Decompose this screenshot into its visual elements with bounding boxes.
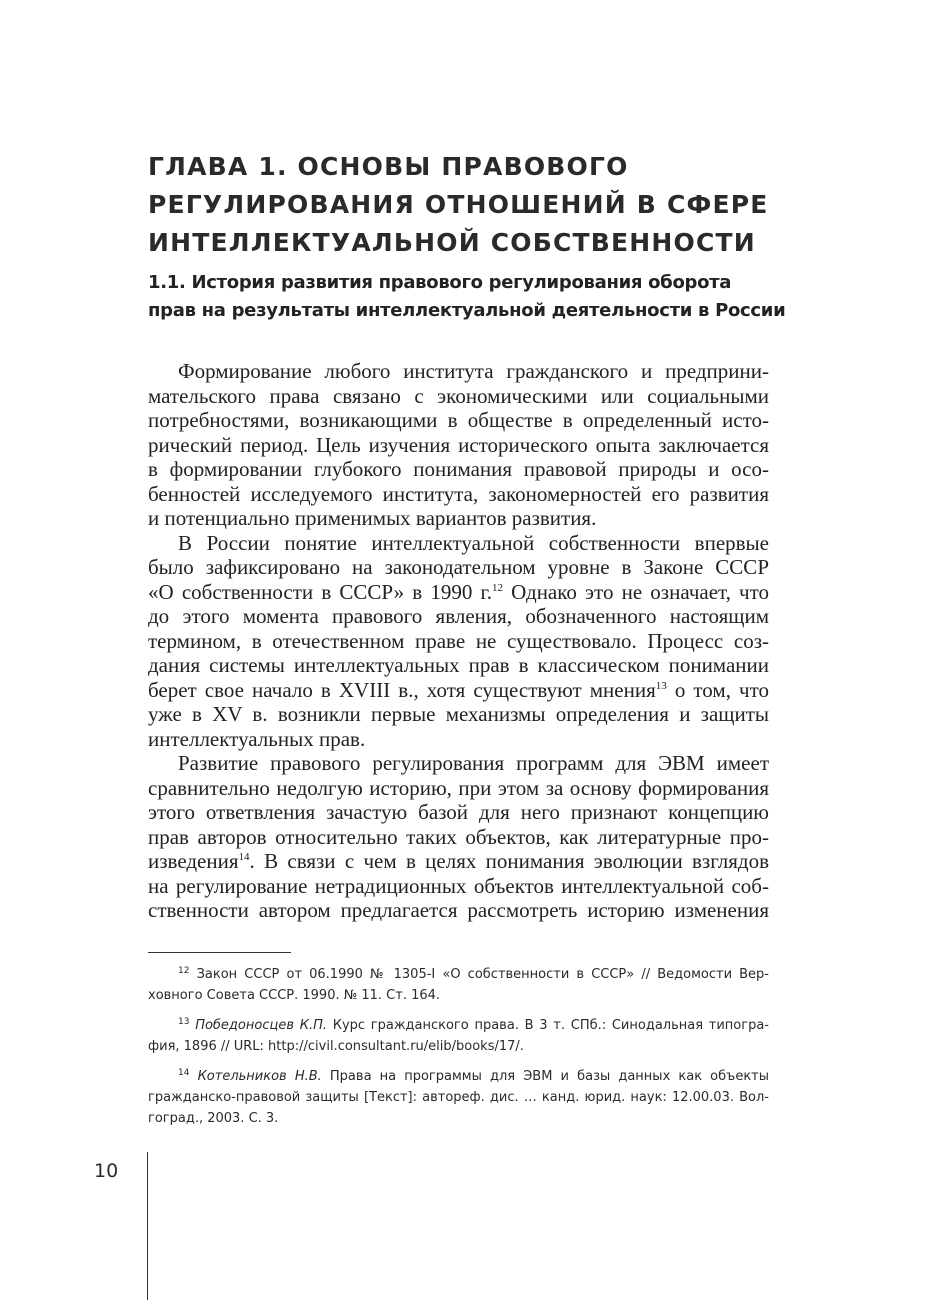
text-line: Развитие правового регулирования программ для ЭВМ имеет [178, 751, 769, 775]
text-line: В России понятие интеллектуальной собственности впервые [178, 530, 769, 555]
text-line: дания системы интеллектуальных прав в классическом понимании [148, 653, 769, 677]
text-line: на регулирование нетрадиционных объектов интеллектуальной соб- [148, 873, 769, 898]
footnote-text: Курс гражданского права. В 3 т. СПб.: Синодальная типогра- [326, 1018, 769, 1033]
margin-rule [147, 1152, 148, 1300]
chapter-title [148, 148, 788, 262]
text-line [148, 849, 769, 874]
footnote-number: 13 [178, 1017, 190, 1027]
footnote-line: гоград., 2003. С. 3. [148, 1111, 279, 1126]
text-line: ственности автором предлагается рассмотреть историю изменения [148, 898, 769, 922]
text-line: сравнительно недолгую историю, при этом за основу формирования [148, 775, 769, 800]
text-line: и потенциально применимых вариантов развития. [148, 506, 597, 530]
chapter-title-line: РЕГУЛИРОВАНИЯ ОТНОШЕНИЙ В СФЕРЕ [148, 190, 769, 219]
footnote-line [148, 1015, 769, 1036]
section-title-line: 1.1. История развития правового регулирования оборота [148, 272, 732, 293]
footnote-text: Права на программы для ЭВМ и базы данных как объекты [321, 1069, 770, 1084]
text-line: Формирование любого института гражданского и предприни- [178, 359, 769, 383]
text-line: термином, в отечественном праве не существовало. Процесс соз- [148, 628, 769, 653]
text-line [148, 678, 769, 703]
page-number: 10 [94, 1160, 119, 1182]
footnote-author: Котельников Н.В. [197, 1069, 322, 1084]
text-line [148, 580, 769, 605]
text-line: уже в XV в. возникли первые механизмы определения и защиты [148, 702, 769, 726]
text-segment: берет свое начало в XVIII в., хотя существуют мнения [148, 677, 656, 702]
footnote-number: 14 [178, 1068, 190, 1078]
text-line: этого ответвления зачастую базой для него признают концепцию [148, 800, 769, 824]
body-text [148, 359, 769, 923]
text-line: в формировании глубокого понимания правовой природы и осо- [148, 457, 769, 481]
text-line: мательского права связано с экономическими или социальными [148, 383, 769, 408]
footnotes [148, 964, 769, 1138]
text-segment: изведения [148, 849, 239, 873]
footnote-author: Победоносцев К.П. [195, 1018, 327, 1033]
footnote-line [148, 1066, 769, 1087]
footnote-divider [148, 952, 291, 953]
footnote-text: Закон СССР от 06.1990 № 1305-I «О собственности в СССР» // Ведомости Вер- [189, 967, 769, 982]
footnote-ref-13[interactable]: 13 [655, 679, 667, 692]
footnote-12 [148, 964, 769, 1006]
text-segment: . В связи с чем в целях понимания эволюции взглядов [249, 849, 769, 873]
text-segment: о том, что [666, 677, 769, 702]
text-line: потребностями, возникающими в обществе в определенный исто- [148, 408, 769, 432]
section-title [148, 269, 788, 325]
section-title-line: прав на результаты интеллектуальной деятельности в России [148, 300, 786, 321]
text-line: до этого момента правового явления, обозначенного настоящим [148, 604, 769, 628]
text-segment: «О собственности в СССР» в 1990 г. [148, 579, 492, 604]
footnote-line: ховного Совета СССР. 1990. № 11. Ст. 164. [148, 988, 441, 1003]
paragraph-2 [148, 531, 769, 752]
footnote-line [148, 964, 769, 985]
text-line: было зафиксировано на законодательном уровне в Законе СССР [148, 555, 769, 579]
footnote-number: 12 [178, 966, 190, 976]
footnote-ref-14[interactable]: 14 [238, 851, 250, 863]
text-line: рический период. Цель изучения исторического опыта заключается [148, 432, 769, 457]
text-segment: Однако это не означает, что [502, 579, 769, 604]
text-line: прав авторов относительно таких объектов, как литературные про- [148, 824, 769, 849]
chapter-title-line: ГЛАВА 1. ОСНОВЫ ПРАВОВОГО [148, 152, 629, 181]
footnote-line: фия, 1896 // URL: http://civil.consultant.ru/elib/books/17/. [148, 1039, 524, 1054]
text-line: интеллектуальных прав. [148, 726, 366, 751]
footnote-13 [148, 1015, 769, 1057]
footnote-ref-12[interactable]: 12 [491, 581, 503, 594]
footnote-line: гражданско-правовой защиты [Текст]: автореф. дис. … канд. юрид. наук: 12.00.03. Вол- [148, 1090, 769, 1105]
chapter-title-line: ИНТЕЛЛЕКТУАЛЬНОЙ СОБСТВЕННОСТИ [148, 228, 756, 257]
text-line: бенностей исследуемого института, закономерностей его развития [148, 481, 769, 506]
paragraph-3 [148, 751, 769, 923]
footnote-14 [148, 1066, 769, 1129]
paragraph-1 [148, 359, 769, 531]
